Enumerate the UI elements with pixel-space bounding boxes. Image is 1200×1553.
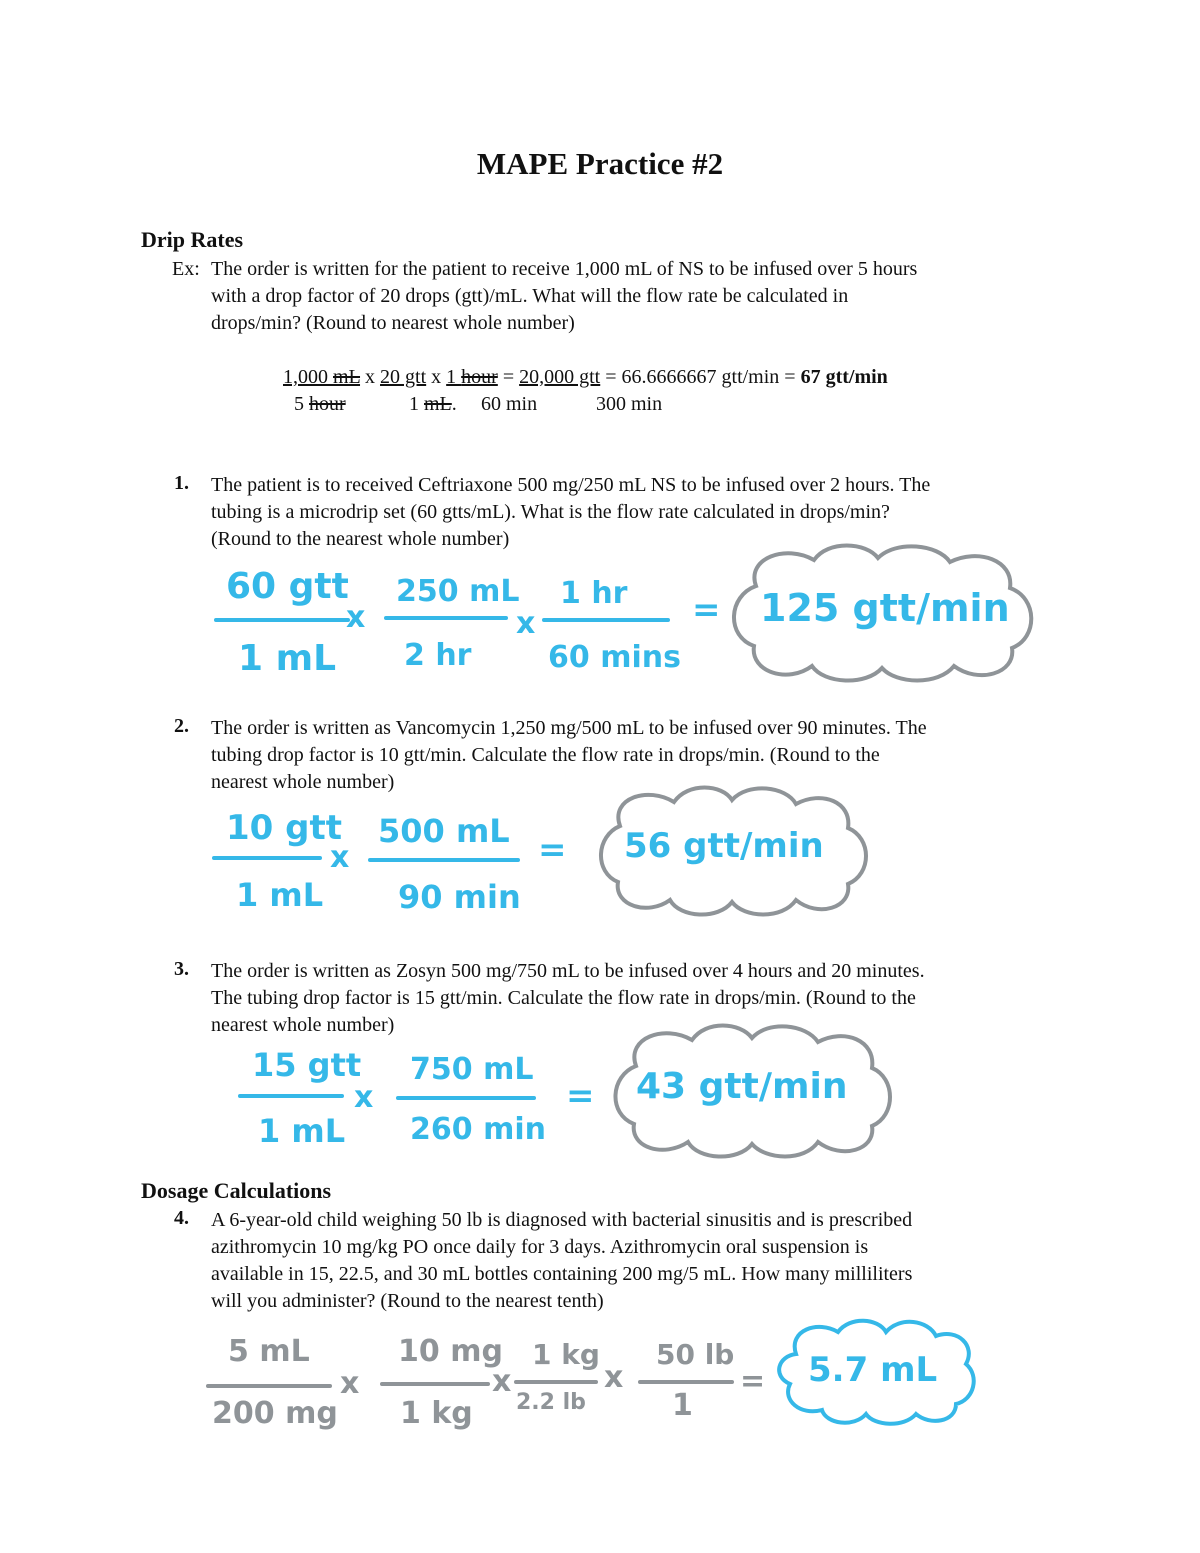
calc-denominator: 60 min [481,393,538,415]
handwritten-answer: 43 gtt/min [636,1066,848,1107]
example-label: Ex: [172,258,200,280]
handwritten-denominator: 1 mL [236,876,324,914]
section-heading-dosage-calculations: Dosage Calculations [141,1178,332,1203]
handwritten-equals: = [692,590,721,630]
handwritten-answer: 125 gtt/min [760,586,1010,630]
handwritten-multiply: x [604,1360,624,1395]
handwritten-numerator: 15 gtt [252,1046,362,1084]
handwritten-denominator: 1 mL [238,638,337,679]
handwritten-denominator: 200 mg [212,1396,338,1431]
fraction-bar [214,618,350,622]
handwritten-denominator: 1 kg [400,1396,473,1431]
example-answer: 67 gtt/min [800,366,888,388]
fraction-bar [542,618,670,622]
problem-number: 3. [174,958,189,980]
handwritten-denominator: 1 mL [258,1112,346,1150]
handwritten-numerator: 50 lb [656,1338,735,1371]
handwritten-numerator: 750 mL [410,1052,534,1087]
calc-denominator: 300 min [596,393,663,415]
handwritten-numerator: 5 mL [228,1334,310,1369]
fraction-bar [396,1096,536,1100]
fraction-bar [514,1380,598,1384]
problem-text-line: A 6-year-old child weighing 50 lb is diagnosed with bacterial sinusitis and is prescribed [211,1209,913,1231]
problem-text-line: The order is written as Vancomycin 1,250 mg/500 mL to be infused over 90 minutes. The [211,717,927,739]
fraction-bar [206,1384,332,1388]
handwritten-multiply: x [346,600,366,635]
handwritten-answer: 56 gtt/min [624,826,824,866]
handwritten-multiply: x [516,606,536,641]
section-heading-drip-rates: Drip Rates [141,227,244,252]
example-line: The order is written for the patient to receive 1,000 mL of NS to be infused over 5 hours [211,258,918,280]
page-title: MAPE Practice #2 [476,146,724,181]
handwritten-multiply: x [340,1366,360,1401]
problem-text-line: The order is written as Zosyn 500 mg/750 mL to be infused over 4 hours and 20 minutes. [211,960,925,982]
example-calculation-numerators: 1,000 mL x 20 gtt x 1 hour = 20,000 gtt = 66.6666667 gtt/min = 67 gtt/min [283,366,888,388]
problem-text-line: will you administer? (Round to the nearest tenth) [211,1290,604,1312]
problem-text-line: The tubing drop factor is 15 gtt/min. Calculate the flow rate in drops/min. (Round to the [211,987,916,1009]
handwritten-denominator: 90 min [398,878,521,916]
handwritten-denominator: 1 [672,1388,693,1423]
handwritten-denominator: 260 min [410,1112,546,1147]
problem-text-line: tubing drop factor is 10 gtt/min. Calculate the flow rate in drops/min. (Round to the [211,744,880,766]
calc-term: 1,000 mL [283,366,361,388]
handwritten-equals: = [566,1076,595,1116]
problem-text-line: nearest whole number) [211,771,395,793]
problem-text-line: tubing is a microdrip set (60 gtts/mL). What is the flow rate calculated in drops/min? [211,501,890,523]
problem-text-line: The patient is to received Ceftriaxone 500 mg/250 mL NS to be infused over 2 hours. The [211,474,931,496]
handwritten-denominator: 60 mins [548,640,681,675]
handwritten-equals: = [538,830,567,870]
handwritten-answer: 5.7 mL [808,1350,938,1390]
problem-number: 4. [174,1207,189,1229]
handwritten-numerator: 250 mL [396,574,520,609]
handwritten-numerator: 10 mg [398,1334,503,1369]
problem-text-line: nearest whole number) [211,1014,395,1036]
handwritten-numerator: 1 kg [532,1338,600,1371]
handwritten-multiply: x [492,1364,512,1399]
fraction-bar [638,1380,734,1384]
fraction-bar [380,1382,490,1386]
handwritten-numerator: 500 mL [378,812,510,850]
problem-number: 1. [174,472,189,494]
problem-number: 2. [174,715,189,737]
fraction-bar [384,616,508,620]
handwritten-numerator: 1 hr [560,576,628,611]
example-line: drops/min? (Round to nearest whole number) [211,312,575,334]
handwritten-denominator: 2 hr [404,638,472,673]
example-line: with a drop factor of 20 drops (gtt)/mL. What will the flow rate be calculated in [211,285,849,307]
handwritten-numerator: 60 gtt [226,566,349,607]
handwritten-multiply: x [330,840,350,875]
problem-text-line: azithromycin 10 mg/kg PO once daily for 3 days. Azithromycin oral suspension is [211,1236,869,1258]
problem-text-line: available in 15, 22.5, and 30 mL bottles containing 200 mg/5 mL. How many milliliters [211,1263,913,1285]
calc-denominator: 5 hour [294,393,346,415]
handwritten-numerator: 10 gtt [226,808,342,848]
handwritten-equals: = [740,1364,766,1399]
fraction-bar [212,856,322,860]
fraction-bar [238,1094,344,1098]
fraction-bar [368,858,520,862]
problem-text-line: (Round to the nearest whole number) [211,528,510,550]
handwritten-multiply: x [354,1080,374,1115]
calc-denominator: 1 mL. [409,393,457,415]
handwritten-denominator: 2.2 lb [516,1390,586,1415]
